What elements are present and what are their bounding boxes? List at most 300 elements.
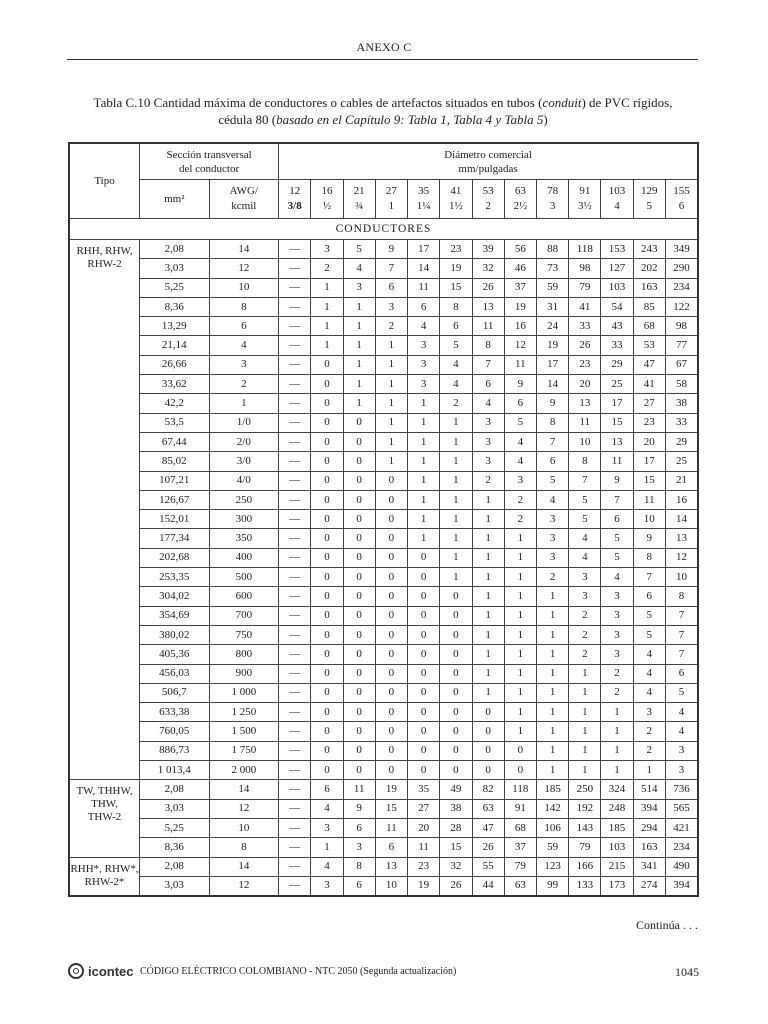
count-cell: 7 — [665, 625, 698, 644]
conductor-type-cell: RHH, RHW, RHW-2 — [69, 240, 140, 780]
count-cell: 63 — [504, 876, 536, 896]
mm2-cell: 886,73 — [140, 741, 210, 760]
count-cell: 0 — [375, 471, 407, 490]
count-cell: 5 — [665, 683, 698, 702]
count-cell: 1 — [375, 452, 407, 471]
count-cell: 0 — [343, 413, 375, 432]
count-cell: 17 — [633, 452, 665, 471]
count-cell: 0 — [408, 664, 440, 683]
count-cell: 118 — [569, 240, 601, 259]
annex-header: ANEXO C — [356, 40, 412, 54]
count-cell: 4 — [569, 529, 601, 548]
count-cell: 153 — [601, 240, 633, 259]
count-cell: 324 — [601, 780, 633, 799]
count-cell: 0 — [408, 741, 440, 760]
count-cell: 0 — [408, 587, 440, 606]
awg-cell: 12 — [209, 799, 279, 818]
count-cell: 0 — [343, 703, 375, 722]
count-cell: 5 — [569, 510, 601, 529]
awg-cell: 700 — [209, 606, 279, 625]
count-cell: 1 — [472, 645, 504, 664]
count-cell: 5 — [343, 240, 375, 259]
count-cell: 0 — [311, 761, 343, 780]
diameter-header: 78 3 — [536, 180, 568, 219]
count-cell: 1 — [536, 761, 568, 780]
count-cell: 1 — [504, 548, 536, 567]
count-cell: 2 — [536, 568, 568, 587]
count-cell: 1 — [408, 471, 440, 490]
count-cell: 0 — [311, 645, 343, 664]
count-cell: 28 — [440, 818, 472, 837]
count-cell: — — [279, 355, 311, 374]
count-cell: 68 — [633, 317, 665, 336]
conductor-type-cell: TW, THHW, THW, THW-2 — [69, 780, 140, 857]
mm2-cell: 760,05 — [140, 722, 210, 741]
page-number: 1045 — [675, 965, 699, 979]
count-cell: 27 — [633, 394, 665, 413]
count-cell: 3 — [633, 703, 665, 722]
count-cell: 0 — [311, 471, 343, 490]
count-cell: 1 — [408, 529, 440, 548]
awg-cell: 750 — [209, 625, 279, 644]
count-cell: 1 — [343, 355, 375, 374]
table-row — [69, 278, 698, 297]
count-cell: 11 — [569, 413, 601, 432]
table-row — [69, 375, 698, 394]
table-row — [69, 683, 698, 702]
count-cell: 32 — [440, 857, 472, 876]
count-cell: 274 — [633, 876, 665, 896]
count-cell: 0 — [311, 355, 343, 374]
table-row — [69, 780, 698, 799]
count-cell: 143 — [569, 818, 601, 837]
table-row — [69, 876, 698, 896]
count-cell: — — [279, 818, 311, 837]
awg-cell: 1 250 — [209, 703, 279, 722]
count-cell: 1 — [311, 278, 343, 297]
count-cell: 103 — [601, 838, 633, 857]
count-cell: 1 — [536, 741, 568, 760]
table-caption — [70, 94, 696, 128]
table-row — [69, 317, 698, 336]
count-cell: 1 — [375, 413, 407, 432]
count-cell: 2 — [633, 722, 665, 741]
count-cell: 54 — [601, 297, 633, 316]
count-cell: 142 — [536, 799, 568, 818]
count-cell: 3 — [472, 452, 504, 471]
mm2-cell: 202,68 — [140, 548, 210, 567]
awg-cell: 800 — [209, 645, 279, 664]
table-row — [69, 645, 698, 664]
count-cell: — — [279, 529, 311, 548]
count-cell: 4 — [408, 317, 440, 336]
count-cell: 0 — [311, 568, 343, 587]
icontec-logo-icon — [68, 963, 84, 979]
count-cell: 0 — [311, 722, 343, 741]
count-cell: 8 — [569, 452, 601, 471]
mm2-cell: 3,03 — [140, 259, 210, 278]
count-cell: 10 — [633, 510, 665, 529]
header-row-1 — [69, 143, 698, 180]
diameter-header: 91 3½ — [569, 180, 601, 219]
count-cell: 1 — [311, 317, 343, 336]
count-cell: 4 — [440, 355, 472, 374]
count-cell: — — [279, 799, 311, 818]
count-cell: 133 — [569, 876, 601, 896]
count-cell: 294 — [633, 818, 665, 837]
table-row — [69, 625, 698, 644]
count-cell: 0 — [408, 703, 440, 722]
count-cell: 1 — [569, 741, 601, 760]
count-cell: 33 — [601, 336, 633, 355]
count-cell: — — [279, 722, 311, 741]
count-cell: 0 — [343, 664, 375, 683]
table-row — [69, 857, 698, 876]
count-cell: 13 — [375, 857, 407, 876]
count-cell: 7 — [569, 471, 601, 490]
count-cell: 29 — [665, 432, 698, 451]
count-cell: 349 — [665, 240, 698, 259]
count-cell: 0 — [343, 432, 375, 451]
count-cell: — — [279, 297, 311, 316]
count-cell: 11 — [504, 355, 536, 374]
count-cell: 9 — [633, 529, 665, 548]
count-cell: 25 — [601, 375, 633, 394]
table-row — [69, 471, 698, 490]
awg-cell: 4/0 — [209, 471, 279, 490]
mm2-cell: 506,7 — [140, 683, 210, 702]
table-row — [69, 664, 698, 683]
count-cell: 1 — [536, 645, 568, 664]
count-cell: 3 — [665, 741, 698, 760]
count-cell: 9 — [375, 240, 407, 259]
count-cell: 14 — [536, 375, 568, 394]
section-row — [69, 219, 698, 240]
count-cell: 1 — [440, 432, 472, 451]
count-cell: 6 — [375, 278, 407, 297]
count-cell: 9 — [343, 799, 375, 818]
icontec-logo: icontec — [68, 963, 134, 979]
count-cell: 0 — [440, 761, 472, 780]
count-cell: 0 — [440, 683, 472, 702]
count-cell: 7 — [375, 259, 407, 278]
count-cell: 8 — [633, 548, 665, 567]
count-cell: 1 — [375, 375, 407, 394]
count-cell: 0 — [343, 529, 375, 548]
count-cell: 0 — [375, 490, 407, 509]
count-cell: 4 — [311, 857, 343, 876]
mm2-cell: 354,69 — [140, 606, 210, 625]
count-cell: 0 — [375, 568, 407, 587]
count-cell: 46 — [504, 259, 536, 278]
count-cell: 5 — [504, 413, 536, 432]
conductor-fill-table — [68, 142, 699, 897]
table-row — [69, 761, 698, 780]
count-cell: 0 — [375, 645, 407, 664]
count-cell: 3 — [601, 587, 633, 606]
count-cell: 4 — [633, 645, 665, 664]
count-cell: 6 — [375, 838, 407, 857]
count-cell: 1 — [440, 568, 472, 587]
count-cell: 192 — [569, 799, 601, 818]
count-cell: 1 — [343, 394, 375, 413]
count-cell: 1 — [601, 741, 633, 760]
mm2-cell: 2,08 — [140, 780, 210, 799]
count-cell: 9 — [504, 375, 536, 394]
count-cell: 6 — [633, 587, 665, 606]
caption-line1: Tabla C.10 Cantidad máxima de conductores o cables de artefactos situados en tubos (conduit) de PVC rígidos, — [93, 95, 673, 110]
count-cell: 2 — [504, 510, 536, 529]
count-cell: 1 — [504, 683, 536, 702]
count-cell: 736 — [665, 780, 698, 799]
count-cell: 1 — [440, 529, 472, 548]
count-cell: 38 — [440, 799, 472, 818]
count-cell: — — [279, 452, 311, 471]
count-cell: 6 — [408, 297, 440, 316]
count-cell: 1 — [440, 510, 472, 529]
awg-cell: 14 — [209, 780, 279, 799]
count-cell: 0 — [343, 625, 375, 644]
count-cell: 99 — [536, 876, 568, 896]
caption-line2: cédula 80 (basado en el Capítulo 9: Tabla 1, Tabla 4 y Tabla 5) — [218, 112, 548, 127]
count-cell: 1 — [472, 529, 504, 548]
diameter-header: 155 6 — [665, 180, 698, 219]
mm2-cell: 1 013,4 — [140, 761, 210, 780]
count-cell: 59 — [536, 838, 568, 857]
count-cell: 0 — [375, 587, 407, 606]
count-cell: 0 — [343, 548, 375, 567]
count-cell: 1 — [472, 568, 504, 587]
count-cell: 5 — [569, 490, 601, 509]
count-cell: 290 — [665, 259, 698, 278]
count-cell: 4 — [343, 259, 375, 278]
count-cell: 118 — [504, 780, 536, 799]
count-cell: 3 — [311, 818, 343, 837]
count-cell: 20 — [408, 818, 440, 837]
count-cell: 0 — [311, 548, 343, 567]
count-cell: 3 — [536, 548, 568, 567]
count-cell: — — [279, 664, 311, 683]
count-cell: 1 — [472, 664, 504, 683]
count-cell: 1 — [536, 703, 568, 722]
count-cell: 6 — [343, 818, 375, 837]
seccion-header: Sección transversal del conductor — [140, 143, 279, 180]
awg-cell: 14 — [209, 857, 279, 876]
table-row — [69, 432, 698, 451]
table-row — [69, 568, 698, 587]
table-row — [69, 587, 698, 606]
count-cell: 4 — [633, 664, 665, 683]
count-cell: 17 — [536, 355, 568, 374]
count-cell: — — [279, 317, 311, 336]
count-cell: 1 — [408, 413, 440, 432]
count-cell: 1 — [569, 683, 601, 702]
count-cell: — — [279, 645, 311, 664]
count-cell: 0 — [472, 703, 504, 722]
mm2-cell: 21,14 — [140, 336, 210, 355]
count-cell: 243 — [633, 240, 665, 259]
count-cell: 1 — [504, 703, 536, 722]
count-cell: 341 — [633, 857, 665, 876]
count-cell: 59 — [536, 278, 568, 297]
count-cell: 394 — [633, 799, 665, 818]
count-cell: 5 — [601, 529, 633, 548]
count-cell: 1 — [343, 336, 375, 355]
count-cell: 82 — [472, 780, 504, 799]
count-cell: 2 — [504, 490, 536, 509]
count-cell: 4 — [440, 375, 472, 394]
count-cell: 5 — [440, 336, 472, 355]
count-cell: 3 — [311, 240, 343, 259]
count-cell: 1 — [504, 587, 536, 606]
count-cell: 1 — [536, 683, 568, 702]
count-cell: 1 — [536, 722, 568, 741]
count-cell: 106 — [536, 818, 568, 837]
awg-cell: 900 — [209, 664, 279, 683]
count-cell: 14 — [408, 259, 440, 278]
count-cell: 0 — [472, 741, 504, 760]
mm2-cell: 177,34 — [140, 529, 210, 548]
count-cell: 16 — [665, 490, 698, 509]
count-cell: 1 — [408, 432, 440, 451]
count-cell: 88 — [536, 240, 568, 259]
count-cell: 7 — [665, 645, 698, 664]
count-cell: 63 — [472, 799, 504, 818]
count-cell: 1 — [472, 490, 504, 509]
count-cell: 6 — [665, 664, 698, 683]
diameter-header: 21 ¾ — [343, 180, 375, 219]
count-cell: 7 — [472, 355, 504, 374]
count-cell: 98 — [569, 259, 601, 278]
mm2-header: mm² — [140, 180, 210, 219]
count-cell: 3 — [665, 761, 698, 780]
count-cell: 21 — [665, 471, 698, 490]
count-cell: 1 — [601, 703, 633, 722]
page-footer — [68, 963, 699, 983]
count-cell: 0 — [311, 741, 343, 760]
awg-cell: 8 — [209, 838, 279, 857]
table-row — [69, 799, 698, 818]
count-cell: 32 — [472, 259, 504, 278]
conductor-type-cell: RHH*, RHW*, RHW-2* — [69, 857, 140, 896]
count-cell: 35 — [408, 780, 440, 799]
count-cell: 6 — [440, 317, 472, 336]
count-cell: 8 — [536, 413, 568, 432]
count-cell: 23 — [440, 240, 472, 259]
count-cell: 0 — [375, 722, 407, 741]
count-cell: — — [279, 548, 311, 567]
count-cell: 0 — [375, 606, 407, 625]
count-cell: — — [279, 259, 311, 278]
table-row — [69, 703, 698, 722]
count-cell: 38 — [665, 394, 698, 413]
awg-cell: 2/0 — [209, 432, 279, 451]
count-cell: 19 — [536, 336, 568, 355]
awg-cell: 12 — [209, 876, 279, 896]
count-cell: 0 — [311, 490, 343, 509]
count-cell: 234 — [665, 278, 698, 297]
count-cell: — — [279, 587, 311, 606]
count-cell: 0 — [440, 664, 472, 683]
count-cell: 1 — [375, 336, 407, 355]
mm2-cell: 380,02 — [140, 625, 210, 644]
diameter-header: 35 1¼ — [408, 180, 440, 219]
count-cell: 1 — [504, 664, 536, 683]
count-cell: 8 — [665, 587, 698, 606]
count-cell: 1 — [601, 761, 633, 780]
table-row — [69, 818, 698, 837]
table-row — [69, 741, 698, 760]
count-cell: 0 — [343, 471, 375, 490]
count-cell: 53 — [633, 336, 665, 355]
table-row — [69, 452, 698, 471]
count-cell: 41 — [633, 375, 665, 394]
count-cell: 0 — [343, 452, 375, 471]
count-cell: 0 — [440, 722, 472, 741]
count-cell: 3 — [601, 625, 633, 644]
count-cell: 2 — [311, 259, 343, 278]
count-cell: 3 — [601, 645, 633, 664]
count-cell: 6 — [504, 394, 536, 413]
count-cell: 0 — [408, 645, 440, 664]
count-cell: 17 — [601, 394, 633, 413]
table-row — [69, 548, 698, 567]
count-cell: 19 — [504, 297, 536, 316]
count-cell: 5 — [536, 471, 568, 490]
mm2-cell: 3,03 — [140, 876, 210, 896]
awg-cell: 2 — [209, 375, 279, 394]
count-cell: 26 — [472, 838, 504, 857]
count-cell: 79 — [504, 857, 536, 876]
count-cell: 2 — [569, 625, 601, 644]
mm2-cell: 126,67 — [140, 490, 210, 509]
count-cell: 6 — [472, 375, 504, 394]
count-cell: 3 — [408, 355, 440, 374]
awg-cell: 350 — [209, 529, 279, 548]
count-cell: 19 — [375, 780, 407, 799]
count-cell: 19 — [440, 259, 472, 278]
awg-cell: 1 500 — [209, 722, 279, 741]
count-cell: 0 — [343, 587, 375, 606]
count-cell: 1 — [472, 606, 504, 625]
count-cell: 33 — [569, 317, 601, 336]
count-cell: 4 — [504, 452, 536, 471]
count-cell: 3 — [472, 413, 504, 432]
count-cell: 14 — [665, 510, 698, 529]
count-cell: 11 — [408, 838, 440, 857]
count-cell: 1 — [504, 645, 536, 664]
count-cell: — — [279, 857, 311, 876]
count-cell: 0 — [504, 741, 536, 760]
count-cell: 5 — [633, 606, 665, 625]
table-row — [69, 838, 698, 857]
count-cell: 33 — [665, 413, 698, 432]
count-cell: 79 — [569, 278, 601, 297]
mm2-cell: 13,29 — [140, 317, 210, 336]
count-cell: 0 — [311, 375, 343, 394]
count-cell: 0 — [343, 510, 375, 529]
count-cell: — — [279, 490, 311, 509]
count-cell: — — [279, 278, 311, 297]
table-row — [69, 394, 698, 413]
count-cell: 1 — [536, 664, 568, 683]
mm2-cell: 8,36 — [140, 838, 210, 857]
count-cell: 0 — [343, 761, 375, 780]
count-cell: 0 — [375, 741, 407, 760]
mm2-cell: 304,02 — [140, 587, 210, 606]
diametro-header: Diámetro comercial mm/pulgadas — [279, 143, 698, 180]
count-cell: 26 — [569, 336, 601, 355]
